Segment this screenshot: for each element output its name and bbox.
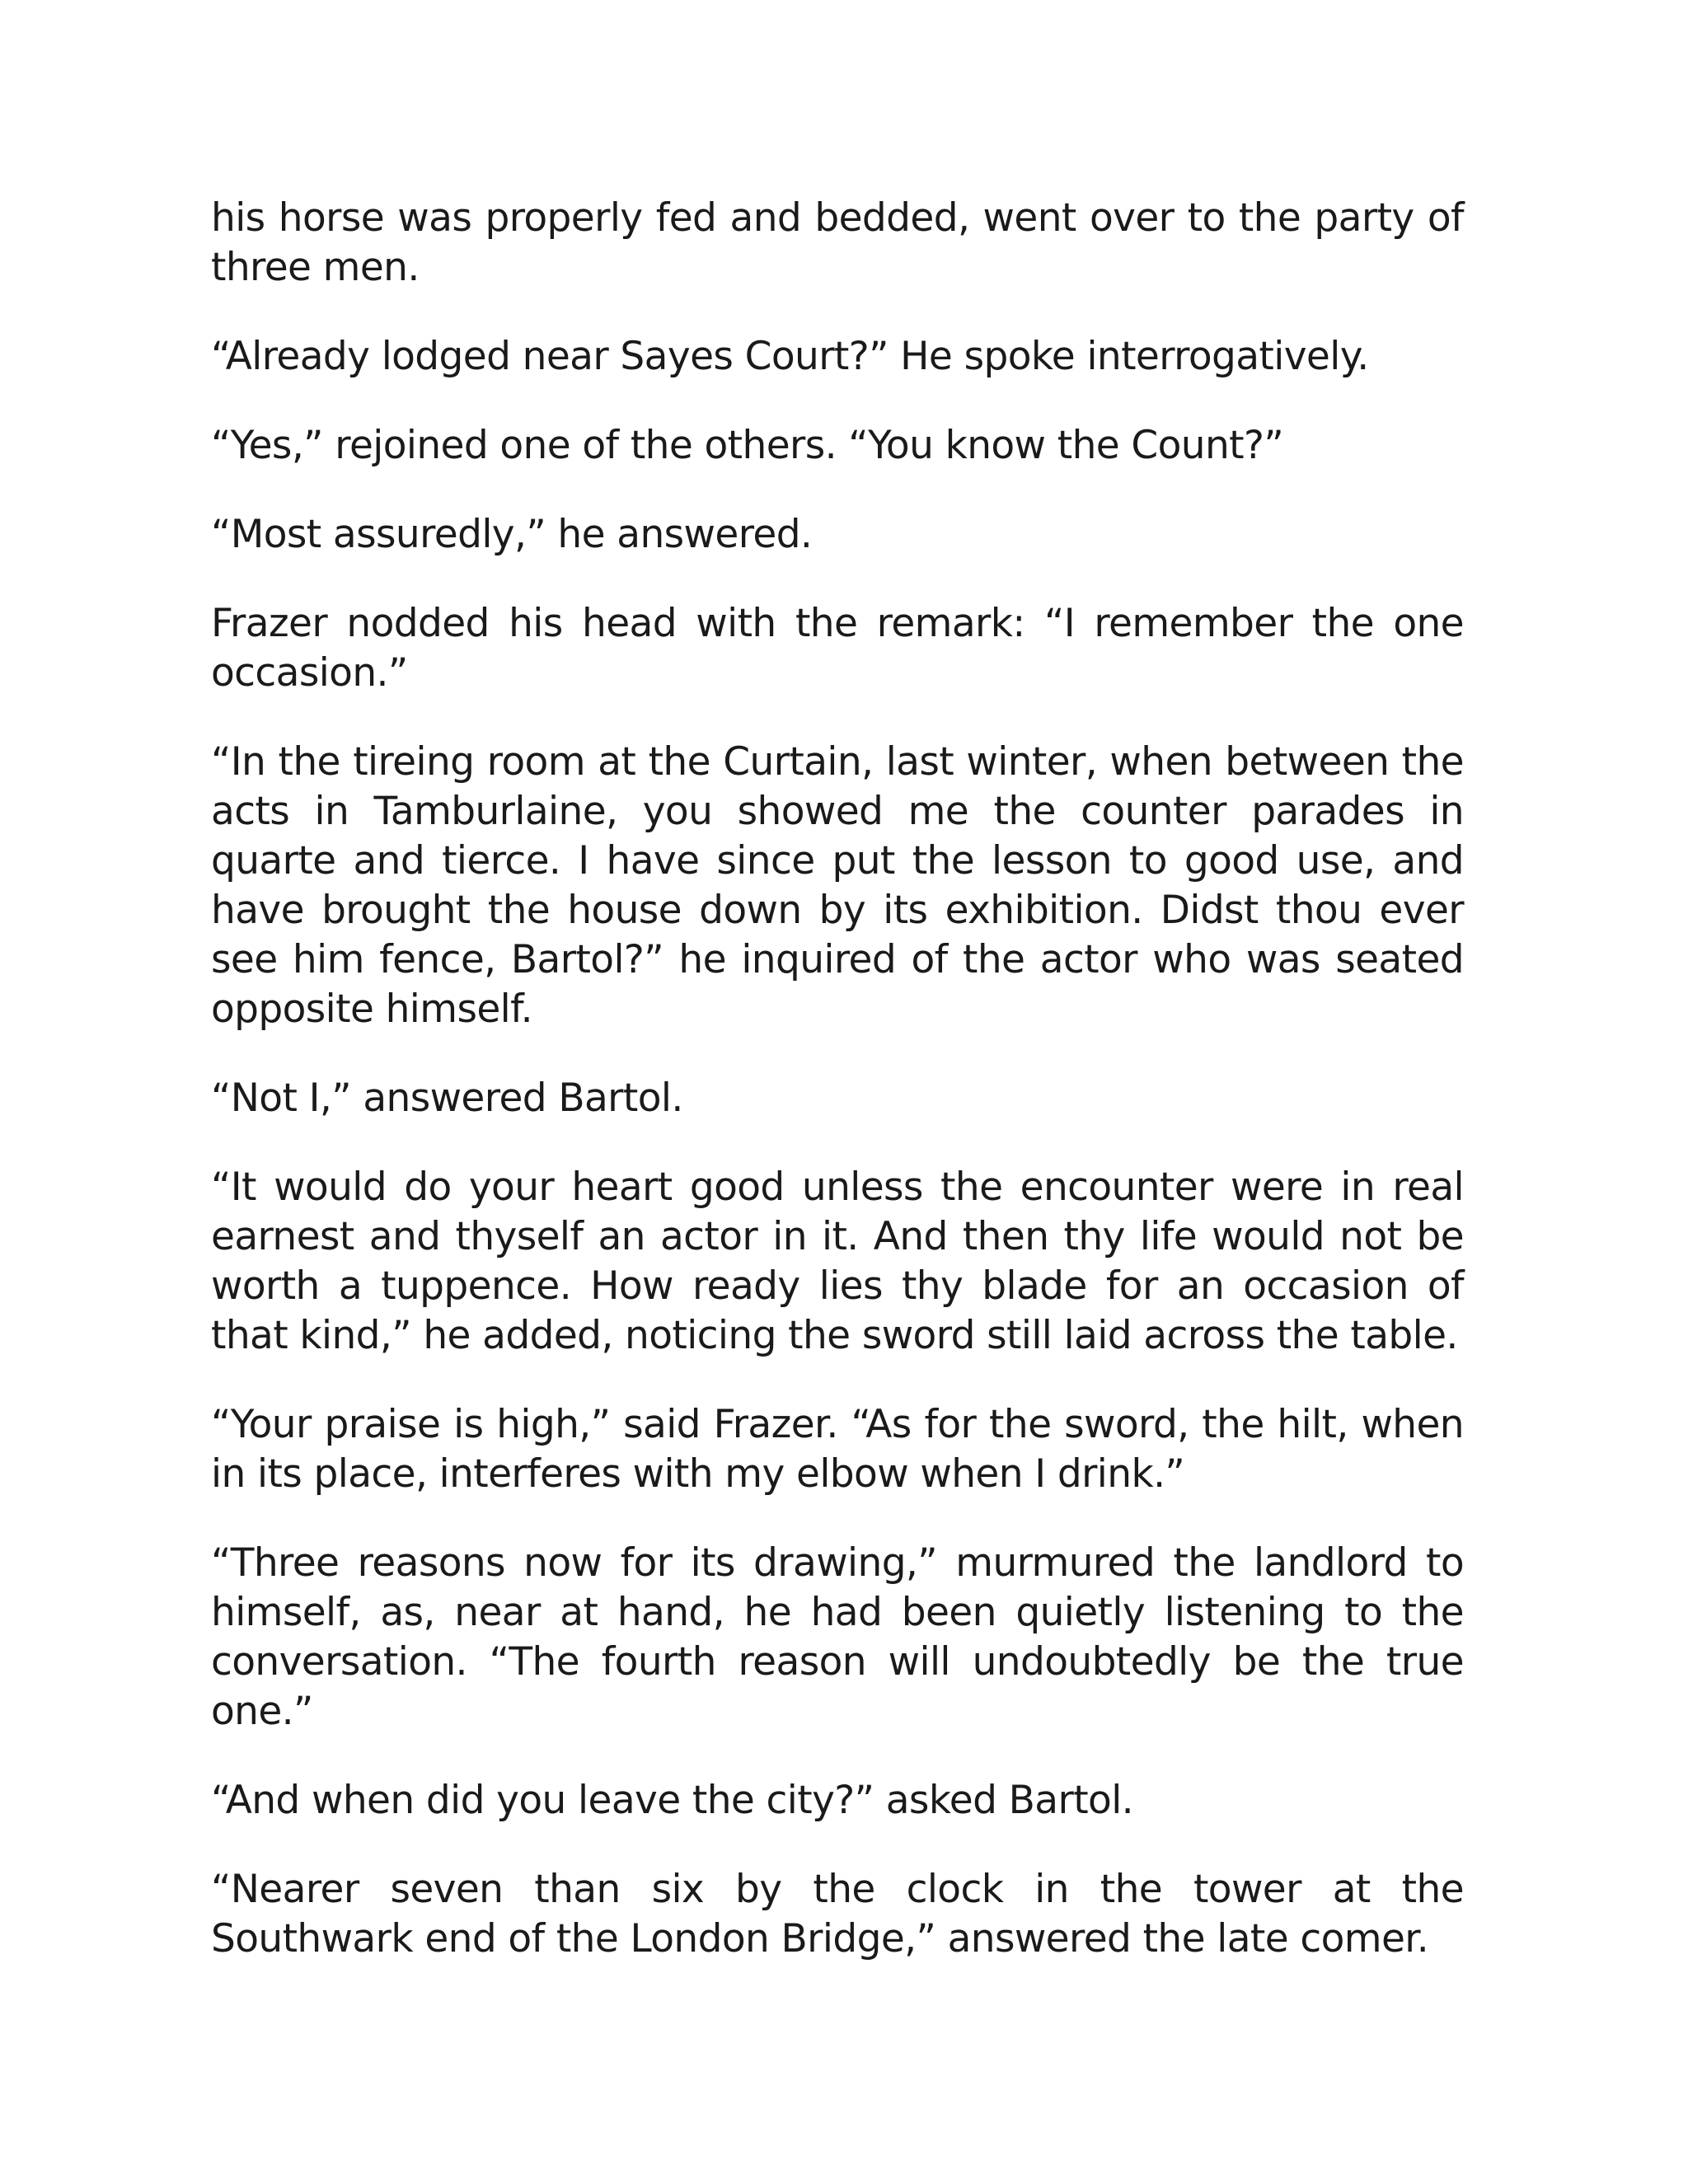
paragraph: his horse was properly fed and bedded, went over to the party of three men. (211, 195, 1464, 290)
paragraph: “It would do your heart good unless the encounter were in real earnest and thyself an actor in it. And then thy life would not be worth a tuppence. How ready lies thy blade for an occasion of that kind,” he added, noticing the sword still laid across the table. (211, 1165, 1464, 1358)
paragraph: “In the tireing room at the Curtain, last winter, when between the acts in Tamburlaine, you showed me the counter parades in quarte and tierce. I have since put the lesson to good use, and have brought the house down by its exhibition. Didst thou ever see him fence, Bartol?” he inquired of the actor who was seated opposite himself. (211, 739, 1464, 1032)
document-page (211, 194, 1464, 1964)
paragraph: “And when did you leave the city?” asked Bartol. (211, 1778, 1134, 1823)
paragraph: “Nearer seven than six by the clock in the tower at the Southwark end of the London Bridge,” answered the late comer. (211, 1867, 1464, 1961)
paragraph: Frazer nodded his head with the remark: “I remember the one occasion.” (211, 601, 1464, 696)
paragraph: “Three reasons now for its drawing,” murmured the landlord to himself, as, near at hand, he had been quietly listening to the conversation. “The fourth reason will undoubtedly be the true one.” (211, 1540, 1464, 1734)
paragraph: “Yes,” rejoined one of the others. “You know the Count?” (211, 423, 1284, 468)
paragraph: “Most assuredly,” he answered. (211, 512, 813, 557)
paragraph: “Already lodged near Sayes Court?” He spoke interrogatively. (211, 334, 1369, 379)
paragraph: “Not I,” answered Bartol. (211, 1076, 683, 1121)
paragraph: “Your praise is high,” said Frazer. “As for the sword, the hilt, when in its place, interferes with my elbow when I drink.” (211, 1402, 1464, 1497)
